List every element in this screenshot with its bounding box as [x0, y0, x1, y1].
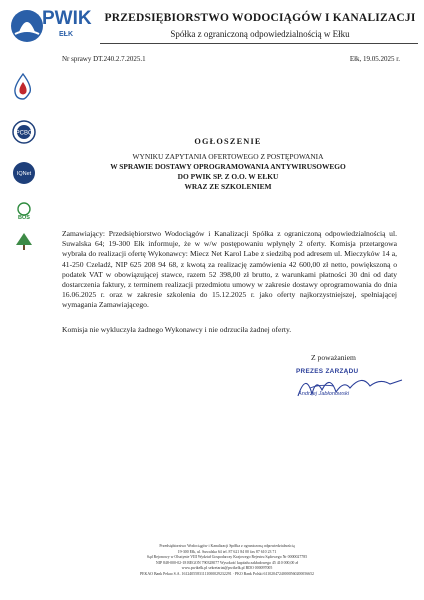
organization-subtitle: Spółka z ograniczoną odpowiedzialnością w Ełku	[170, 29, 350, 39]
stamp-name: Andrzej Jabłonowski	[298, 391, 349, 397]
handwritten-signature	[290, 366, 410, 406]
case-reference: Nr sprawy DT.240.2.7.2025.1	[62, 55, 146, 63]
subject-line-4: WRAZ ZE SZKOLENIEM	[184, 182, 272, 191]
footer-line-6: PEKAO Bank Pekao S.A. 16124055831111000029232291 · PKO Bank Polski 61102047240000560200056652	[140, 571, 314, 576]
footer-line-5: www.pwikelk.pl sekretariat@pwikelk.pl BDO 000097005	[181, 566, 273, 571]
subject-line-3: DO PWIK SP. Z O.O. W EŁKU	[177, 172, 279, 181]
subject-line-1: WYNIKU ZAPYTANIA OFERTOWEGO Z POSTĘPOWANIA	[132, 152, 324, 161]
announcement-subject	[62, 152, 394, 192]
footer-line-3: Sąd Rejonowy w Olsztynie VIII Wydział Gospodarczy Krajowego Rejestru Sądowego Nr 0000027785	[146, 555, 308, 560]
company-logo	[9, 6, 105, 46]
stamp-title: PREZES ZARZĄDU	[296, 368, 359, 375]
announcement-closing-note: Komisja nie wykluczyła żadnego Wykonawcy i nie odrzuciła żadnej oferty.	[62, 325, 292, 334]
iqnet-badge-text: IQNet	[16, 171, 32, 177]
subject-line-2: W SPRAWIE DOSTAWY OPROGRAMOWANIA ANTYWIRUSOWEGO	[110, 162, 346, 171]
cert-badge-text: PCBC	[15, 130, 33, 137]
bos-text: BOS	[18, 215, 30, 220]
footer-line-2: 19-300 Ełk, ul. Suwalska 64 tel. 87 621 84 00 fax 87 610 23 71	[177, 549, 277, 554]
quality-certificate-icon	[12, 120, 36, 149]
footer-line-4: NIP 848-000-02-18 REGON 790328077 Wysokość kapitału zakładowego 45 410 000,00 zł	[155, 560, 299, 565]
company-footer	[62, 544, 392, 578]
announcement-body: Zamawiający: Przedsiębiorstwo Wodociągów i Kanalizacji Spółka z ograniczoną odpowiedzialnością ul. Suwalska 64; 19-300 Ełk informuje, że w w/w postępowaniu wpłynęły 2 oferty. Komisja przetargowa wybrała do realizacji ofertę Wykonawcy: Miecz Net Karol Labe z siedzibą pod adresem ul. Mieczyków 14 a, 41-250 Czeladź, NIP 625 208 94 68, z kwotą za realizację zamówienia 42 600,00 zł netto, powiększoną o podatek VAT w obowiązującej stawce, razem 52 398,00 zł brutto, z warunkami płatności 30 dni od daty dostarczenia faktury, z terminem realizacji przedmiotu umowy w zakresie dostawy oprogramowania do dnia 16.06.2025 r. oraz w zakresie szkolenia do 15.12.2025 r. jako oferty najkorzystniejszej, spełniającej wymagania Zamawiającego.	[62, 229, 397, 310]
announcement-heading: OGŁOSZENIE	[194, 137, 262, 146]
environment-tree-icon	[12, 231, 36, 256]
logo-text: PWIK	[42, 8, 92, 29]
logo-subtext: EŁK	[59, 31, 73, 38]
organization-name: PRZEDSIĘBIORSTWO WODOCIĄGÓW I KANALIZACJI	[104, 12, 416, 24]
official-stamp	[290, 366, 410, 406]
water-drop-icon	[12, 72, 34, 105]
footer-line-1: Przedsiębiorstwo Wodociągów i Kanalizacji Spółka z ograniczoną odpowiedzialnością	[159, 544, 295, 548]
document-date: Ełk, 19.05.2025 r.	[349, 55, 400, 63]
bos-eco-icon	[12, 202, 36, 225]
header-divider	[100, 43, 418, 44]
closing-salutation: Z poważaniem	[311, 353, 356, 362]
pcbc-badge-icon	[12, 161, 36, 190]
